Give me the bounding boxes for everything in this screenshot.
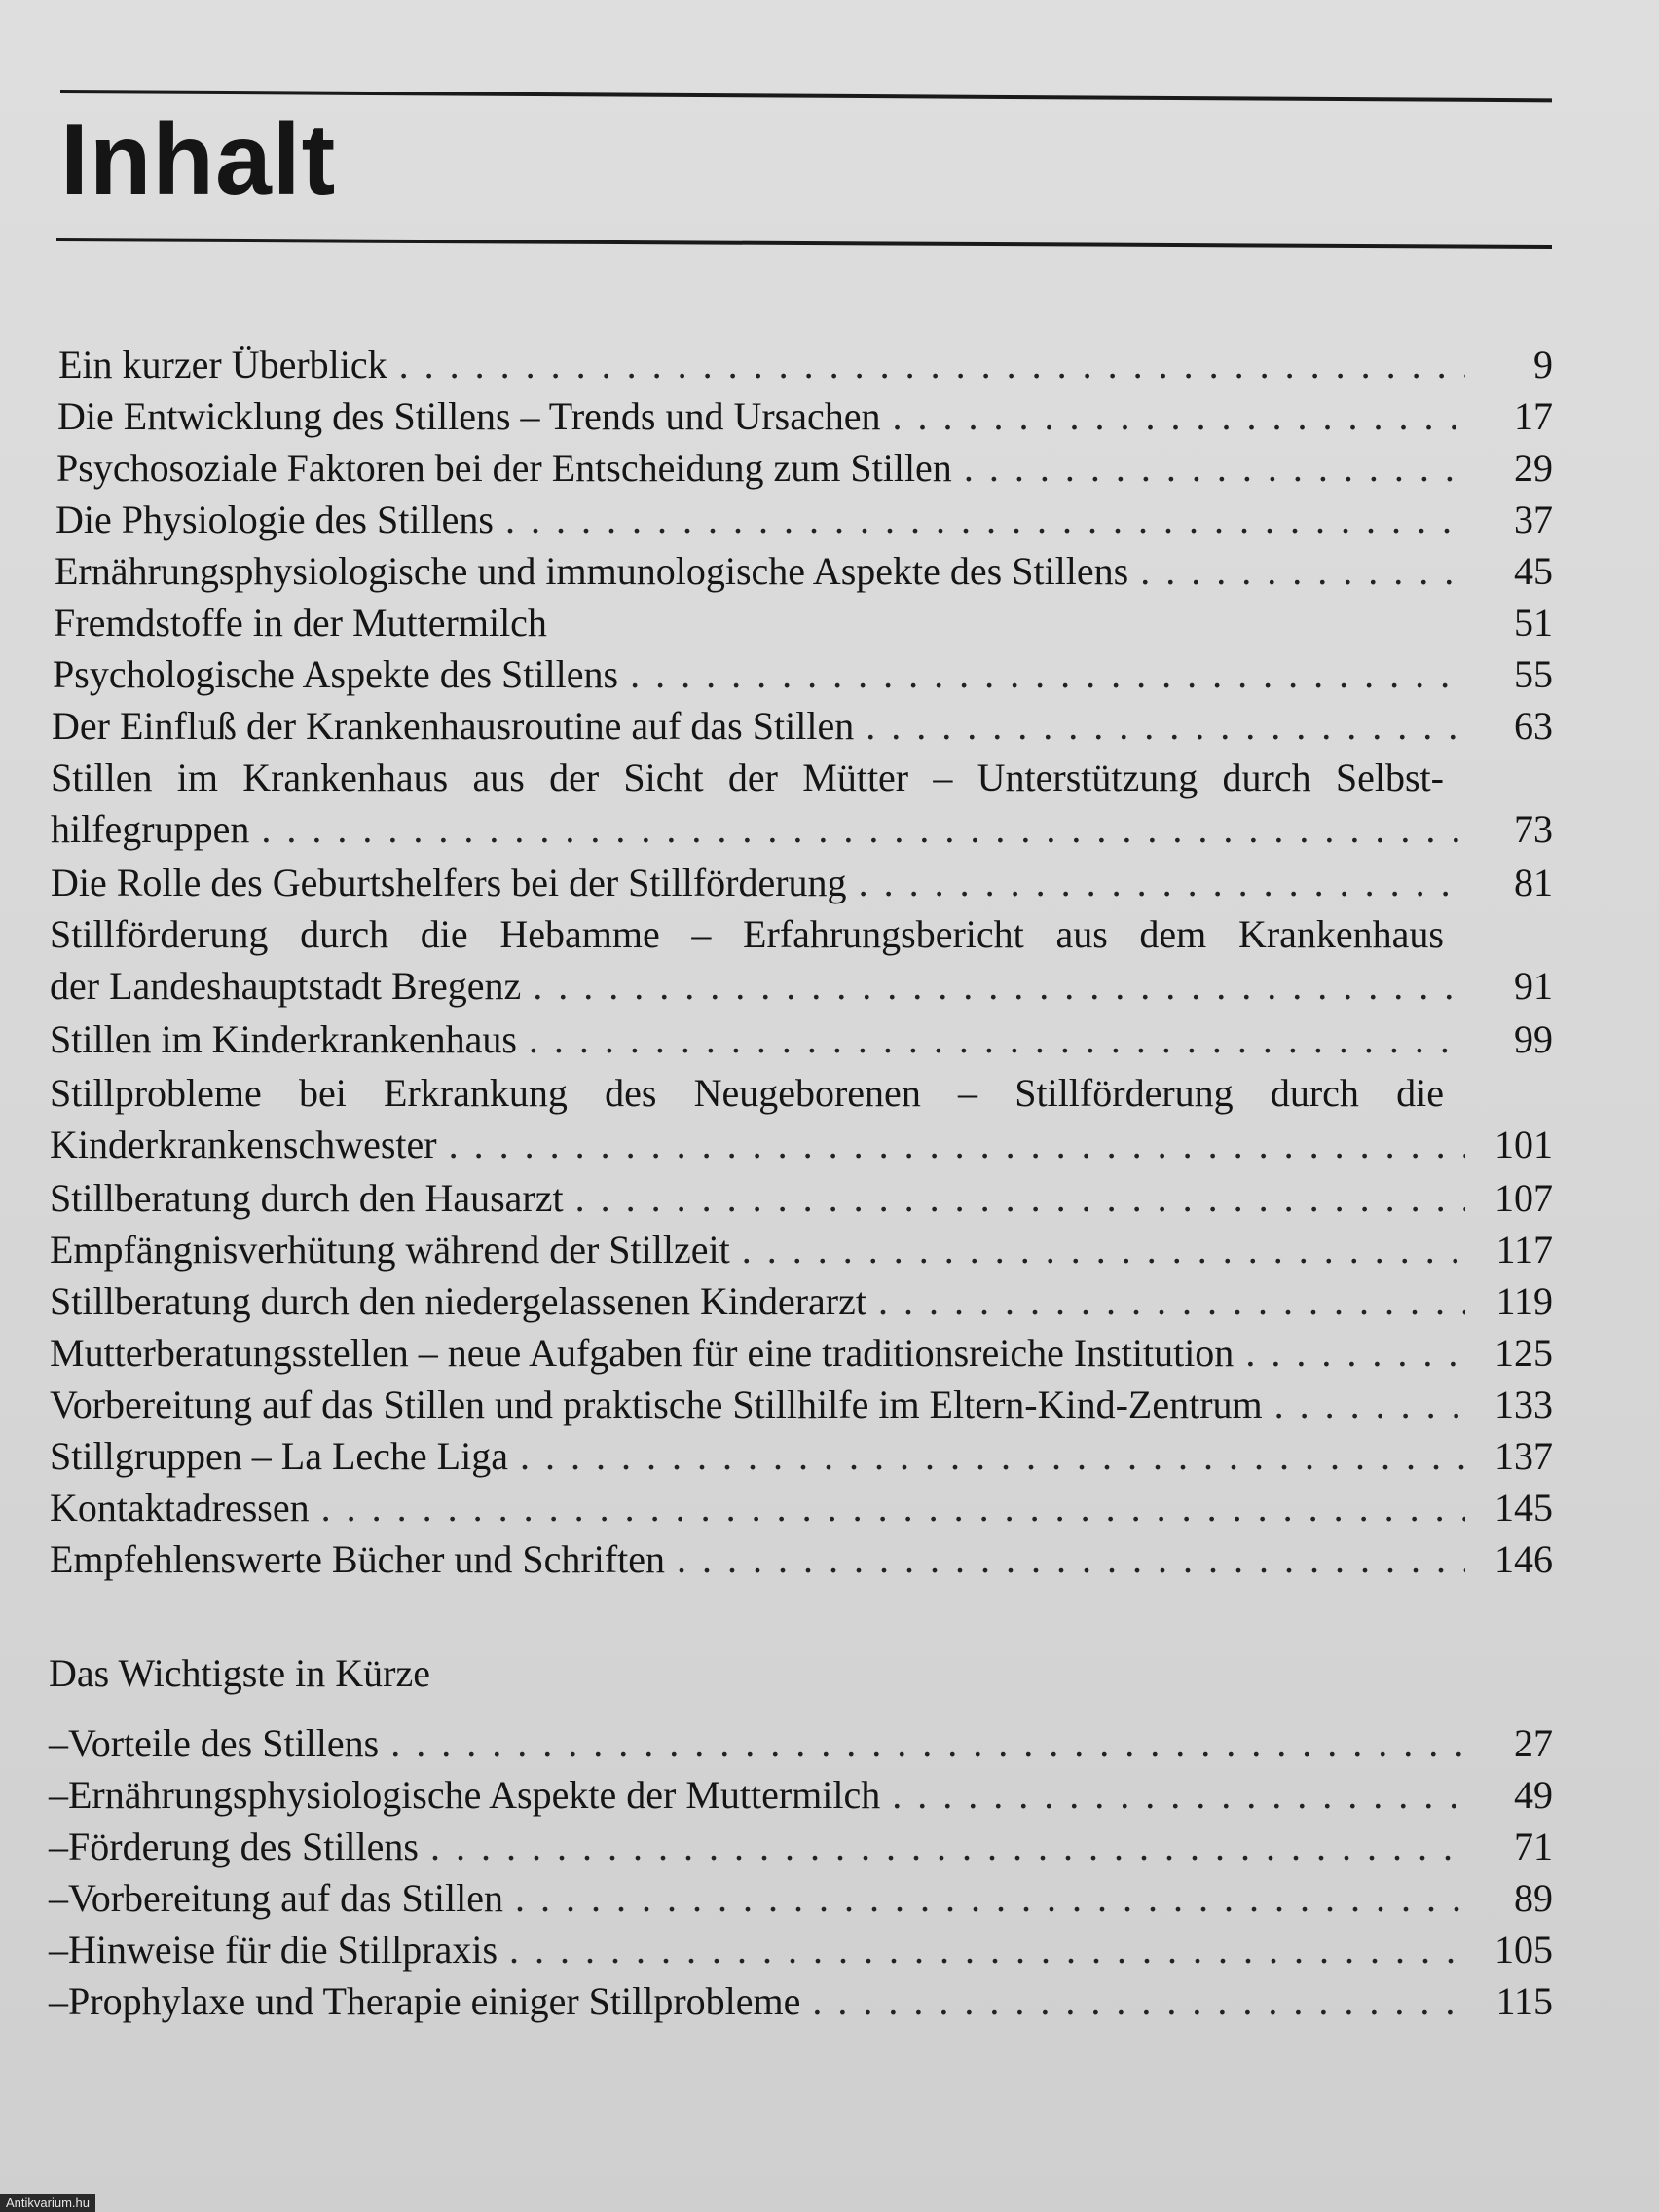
toc-entry-title: Mutterberatungsstellen – neue Aufgaben für eine traditionsreiche Institution [50,1331,1235,1375]
toc-entry [50,1014,1553,1065]
toc-entry-page: 91 [1514,964,1553,1008]
dash-bullet: – [49,1721,68,1765]
toc-entry-page: 146 [1494,1537,1553,1581]
summary-item-title: Hinweise für die Stillpraxis [68,1928,498,1972]
leader-dots [533,960,1465,1012]
toc-entry-title-line1: Stillförderung durch die Hebamme – Erfahrungsbericht aus dem Krankenhaus [50,912,1444,956]
toc-entry [53,648,1553,700]
summary-section-heading: Das Wichtigste in Kürze [49,1651,430,1695]
summary-item [49,1872,1553,1924]
toc-entry [51,752,1553,855]
summary-item-title: Förderung des Stillens [68,1825,419,1868]
toc-entry [50,1327,1553,1379]
leader-dots [742,1224,1465,1275]
leader-dots [321,1482,1465,1533]
leader-dots [878,1275,1465,1327]
toc-entry-title: Der Einfluß der Krankenhausroutine auf das Stillen [52,704,855,748]
summary-item-page: 89 [1514,1876,1553,1920]
page-title: Inhalt [60,103,337,216]
toc-entry-page: 145 [1494,1486,1553,1530]
leader-dots [812,1975,1465,2027]
toc-entry-page: 9 [1533,343,1553,387]
toc-entry-page: 99 [1514,1017,1553,1061]
toc-entry [50,1275,1553,1327]
leader-dots [430,1821,1465,1872]
toc-entry [51,857,1553,908]
toc-entry [50,1533,1553,1585]
toc-entry-page: 29 [1514,446,1553,490]
summary-item [49,1924,1553,1975]
dash-bullet: – [49,1825,68,1868]
toc-entry-title: Stillberatung durch den niedergelassenen Kinderarzt [50,1279,866,1323]
leader-dots [866,700,1465,752]
toc-entry-page: 73 [1514,807,1553,851]
toc-entry [54,597,1553,648]
toc-entry-title: Vorbereitung auf das Stillen und praktische Stillhilfe im Eltern-Kind-Zentrum [50,1382,1263,1426]
summary-item [49,1769,1553,1821]
toc-entry-title: Fremdstoffe in der Muttermilch [54,601,547,645]
leader-dots [859,857,1465,908]
toc-entry-title: Psychosoziale Faktoren bei der Entscheidung zum Stillen [56,446,952,490]
toc-entry-title: Empfehlenswerte Bücher und Schriften [50,1537,666,1581]
toc-entry [50,1067,1553,1170]
summary-item [49,1717,1553,1769]
leader-dots [449,1119,1465,1170]
toc-entry-page: 133 [1494,1382,1553,1426]
toc-entry-page: 51 [1514,601,1553,645]
summary-item [49,1975,1553,2027]
leader-dots [677,1533,1465,1585]
toc-entry-page: 17 [1514,394,1553,438]
summary-item [49,1821,1553,1872]
toc-entry-title: Ein kurzer Überblick [58,343,387,387]
leader-dots [1245,1327,1465,1379]
toc-entry-page: 119 [1495,1279,1553,1323]
toc-entry-page: 81 [1514,861,1553,904]
toc-entry-page: 37 [1514,498,1553,541]
toc-entry [50,1224,1553,1275]
toc-entry [50,908,1553,1012]
toc-entry [57,390,1553,442]
summary-item-page: 27 [1514,1721,1553,1765]
toc-entry-title: Psychologische Aspekte des Stillens [53,652,619,696]
toc-entry-page: 107 [1494,1176,1553,1220]
summary-item-title: Ernährungsphysiologische Aspekte der Muttermilch [68,1773,881,1817]
toc-entry-title: Empfängnisverhütung während der Stillzeit [50,1228,730,1272]
toc-entry [56,442,1553,494]
toc-entry-title: hilfegruppen [51,807,250,851]
toc-entry-title: Stillberatung durch den Hausarzt [50,1176,564,1220]
toc-entry [55,545,1553,597]
summary-item-page: 115 [1495,1979,1553,2023]
leader-dots [520,1430,1465,1482]
toc-entry-page: 55 [1514,652,1553,696]
leader-dots [399,339,1465,390]
toc-entry-title: Ernährungsphysiologische und immunologische Aspekte des Stillens [55,549,1129,593]
summary-item-title: Vorteile des Stillens [68,1721,380,1765]
leader-dots [893,390,1466,442]
leader-dots [529,1014,1465,1065]
toc-entry [52,700,1553,752]
leader-dots [892,1769,1465,1821]
summary-item-page: 49 [1514,1773,1553,1817]
toc-entry-title-line1: Stillprobleme bei Erkrankung des Neugeborenen – Stillförderung durch die [50,1071,1444,1115]
leader-dots [1140,545,1465,597]
toc-entry-title: Kinderkrankenschwester [50,1123,437,1166]
leader-dots [515,1872,1465,1924]
summary-item-title: Vorbereitung auf das Stillen [68,1876,503,1920]
watermark: Antikvarium.hu [0,2194,95,2212]
toc-entry-title: Die Rolle des Geburtshelfers bei der Stillförderung [51,861,847,904]
leader-dots [505,494,1465,545]
summary-item-page: 71 [1514,1825,1553,1868]
leader-dots [575,1172,1465,1224]
leader-dots [1274,1379,1465,1430]
toc-entry-title: Die Physiologie des Stillens [55,498,494,541]
toc-entry [50,1482,1553,1533]
toc-entry-title: Stillgruppen – La Leche Liga [50,1434,508,1478]
toc-entry-page: 117 [1495,1228,1553,1272]
toc-entry-page: 101 [1494,1123,1553,1166]
leader-dots [964,442,1465,494]
toc-entry [50,1172,1553,1224]
toc-entry-title: Stillen im Kinderkrankenhaus [50,1017,517,1061]
toc-entry-title: Kontaktadressen [50,1486,310,1530]
toc-entry [50,1379,1553,1430]
dash-bullet: – [49,1876,68,1920]
toc-entry-title: Die Entwicklung des Stillens – Trends und Ursachen [57,394,881,438]
summary-item-page: 105 [1494,1928,1553,1972]
dash-bullet: – [49,1928,68,1972]
leader-dots [390,1717,1465,1769]
toc-entry-title: der Landeshauptstadt Bregenz [50,964,522,1008]
toc-entry [58,339,1553,390]
toc-entry-page: 125 [1494,1331,1553,1375]
leader-dots [261,803,1465,855]
toc-entry-title-line1: Stillen im Krankenhaus aus der Sicht der Mütter – Unterstützung durch Selbst- [51,756,1444,799]
leader-dots [630,648,1465,700]
toc-entry [55,494,1553,545]
dash-bullet: – [49,1979,68,2023]
toc-entry-page: 63 [1514,704,1553,748]
leader-dots [509,1924,1465,1975]
toc-entry [50,1430,1553,1482]
dash-bullet: – [49,1773,68,1817]
toc-entry-page: 137 [1494,1434,1553,1478]
summary-item-title: Prophylaxe und Therapie einiger Stillprobleme [68,1979,801,2023]
toc-entry-page: 45 [1514,549,1553,593]
